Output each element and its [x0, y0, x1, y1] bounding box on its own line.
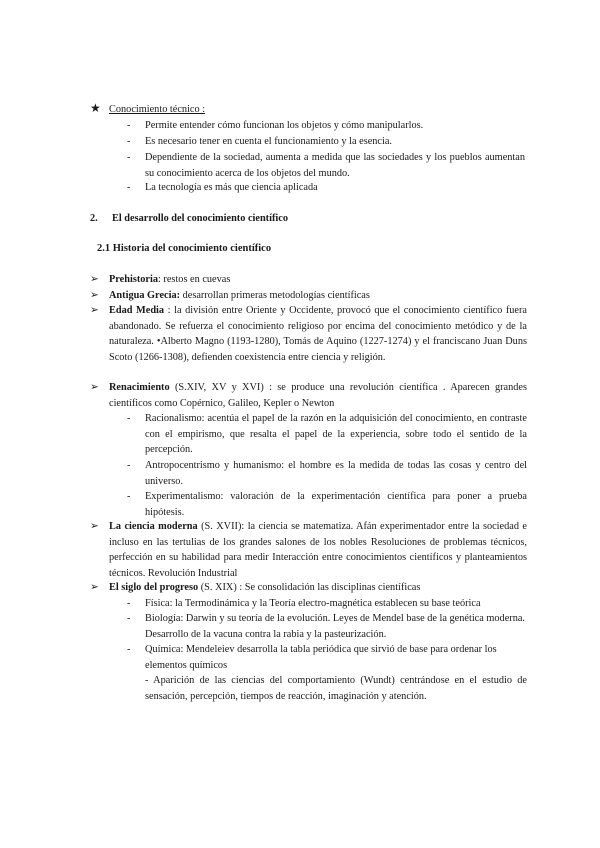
list-item: Dependiente de la sociedad, aumenta a medida que las sociedades y los pueblos aumentan su conocimiento acerca de los objetos del mundo.: [145, 152, 525, 179]
arrow-bullet-icon: ➢: [90, 290, 99, 301]
list-item: - Aparición de las ciencias del comportamiento (Wundt) centrándose en el estudio de sensación, percepción, tiempos de reacción, imaginación y atención.: [145, 675, 527, 702]
arrow-bullet-icon: ➢: [90, 305, 99, 316]
section-number: 2.: [90, 213, 98, 224]
history-item-renacimiento: Renacimiento (S.XIV, XV y XVI) : se produce una revolución científica . Aparecen grandes científicos como Copérnico, Galileo, Kepler o Newton: [109, 382, 527, 409]
section-title-conocimiento-tecnico: Conocimiento técnico :: [109, 104, 206, 115]
arrow-bullet-icon: ➢: [90, 382, 99, 393]
dash-marker: -: [127, 460, 131, 471]
section-title-desarrollo: El desarrollo del conocimiento científico: [112, 213, 288, 224]
list-item: Racionalismo: acentúa el papel de la razón en la adquisición del conocimiento, en contraste con el empirismo, que resalta el papel de la experiencia, sobre todo el sentido de la percepción.: [145, 413, 527, 456]
history-item-siglo-progreso: El siglo del progreso (S. XIX) : Se consolidación las disciplinas científicas: [109, 582, 421, 593]
dash-marker: -: [127, 598, 131, 609]
list-item: Biología: Darwin y su teoría de la evolución. Leyes de Mendel base de la genética moderna. Desarrollo de la vacuna contra la rabia y la pasteurización.: [145, 613, 525, 640]
list-item: Antropocentrismo y humanismo: el hombre es la medida de todas las cosas y centro del universo.: [145, 460, 527, 487]
dash-marker: -: [127, 120, 131, 131]
arrow-bullet-icon: ➢: [90, 582, 99, 593]
history-item-ciencia-moderna: La ciencia moderna (S. XVII): la ciencia se matematiza. Afán experimentador entre la sociedad e incluso en las tertulias de los grandes salones de los nobles Resoluciones de problemas técnicos, perfección en su habilidad para medir Interacción entre conocimientos científicos y planteamientos técnicos. Revolución Industrial: [109, 521, 527, 579]
dash-marker: -: [127, 152, 131, 163]
dash-marker: -: [127, 613, 131, 624]
history-item-prehistoria: Prehistoria: restos en cuevas: [109, 274, 231, 285]
history-item-grecia: Antigua Grecia: desarrollan primeras metodologías científicas: [109, 290, 370, 301]
star-bullet-icon: ★: [90, 101, 101, 115]
list-item: Permite entender cómo funcionan los objetos y cómo manipularlos.: [145, 120, 424, 131]
list-item: Es necesario tener en cuenta el funcionamiento y la esencia.: [145, 136, 393, 147]
dash-marker: -: [127, 413, 131, 424]
list-item: Experimentalismo: valoración de la experimentación científica para poner a prueba hipótesis.: [145, 491, 527, 518]
list-item: La tecnología es más que ciencia aplicada: [145, 182, 318, 193]
list-item: Física: la Termodinámica y la Teoría electro-magnética establecen su base teórica: [145, 598, 481, 609]
arrow-bullet-icon: ➢: [90, 274, 99, 285]
dash-marker: -: [127, 136, 131, 147]
arrow-bullet-icon: ➢: [90, 521, 99, 532]
dash-marker: -: [127, 644, 131, 655]
dash-marker: -: [127, 182, 131, 193]
dash-marker: -: [127, 491, 131, 502]
list-item: Química: Mendeleiev desarrolla la tabla periódica que sirvió de base para ordenar los elementos químicos: [145, 644, 497, 671]
subheading-historia: 2.1 Historia del conocimiento científico: [97, 243, 272, 254]
history-item-edad-media: Edad Media : la división entre Oriente y Occidente, provocó que el conocimiento científico fuera abandonado. Se refuerza el conocimiento religioso por encima del conocimiento metódico y de la naturaleza. •Alberto Magno (1193-1280), Tomás de Aquino (1227-1274) y el franciscano Juan Duns Scoto (1266-1308), defienden coexistencia entre ciencia y religión.: [109, 305, 527, 363]
